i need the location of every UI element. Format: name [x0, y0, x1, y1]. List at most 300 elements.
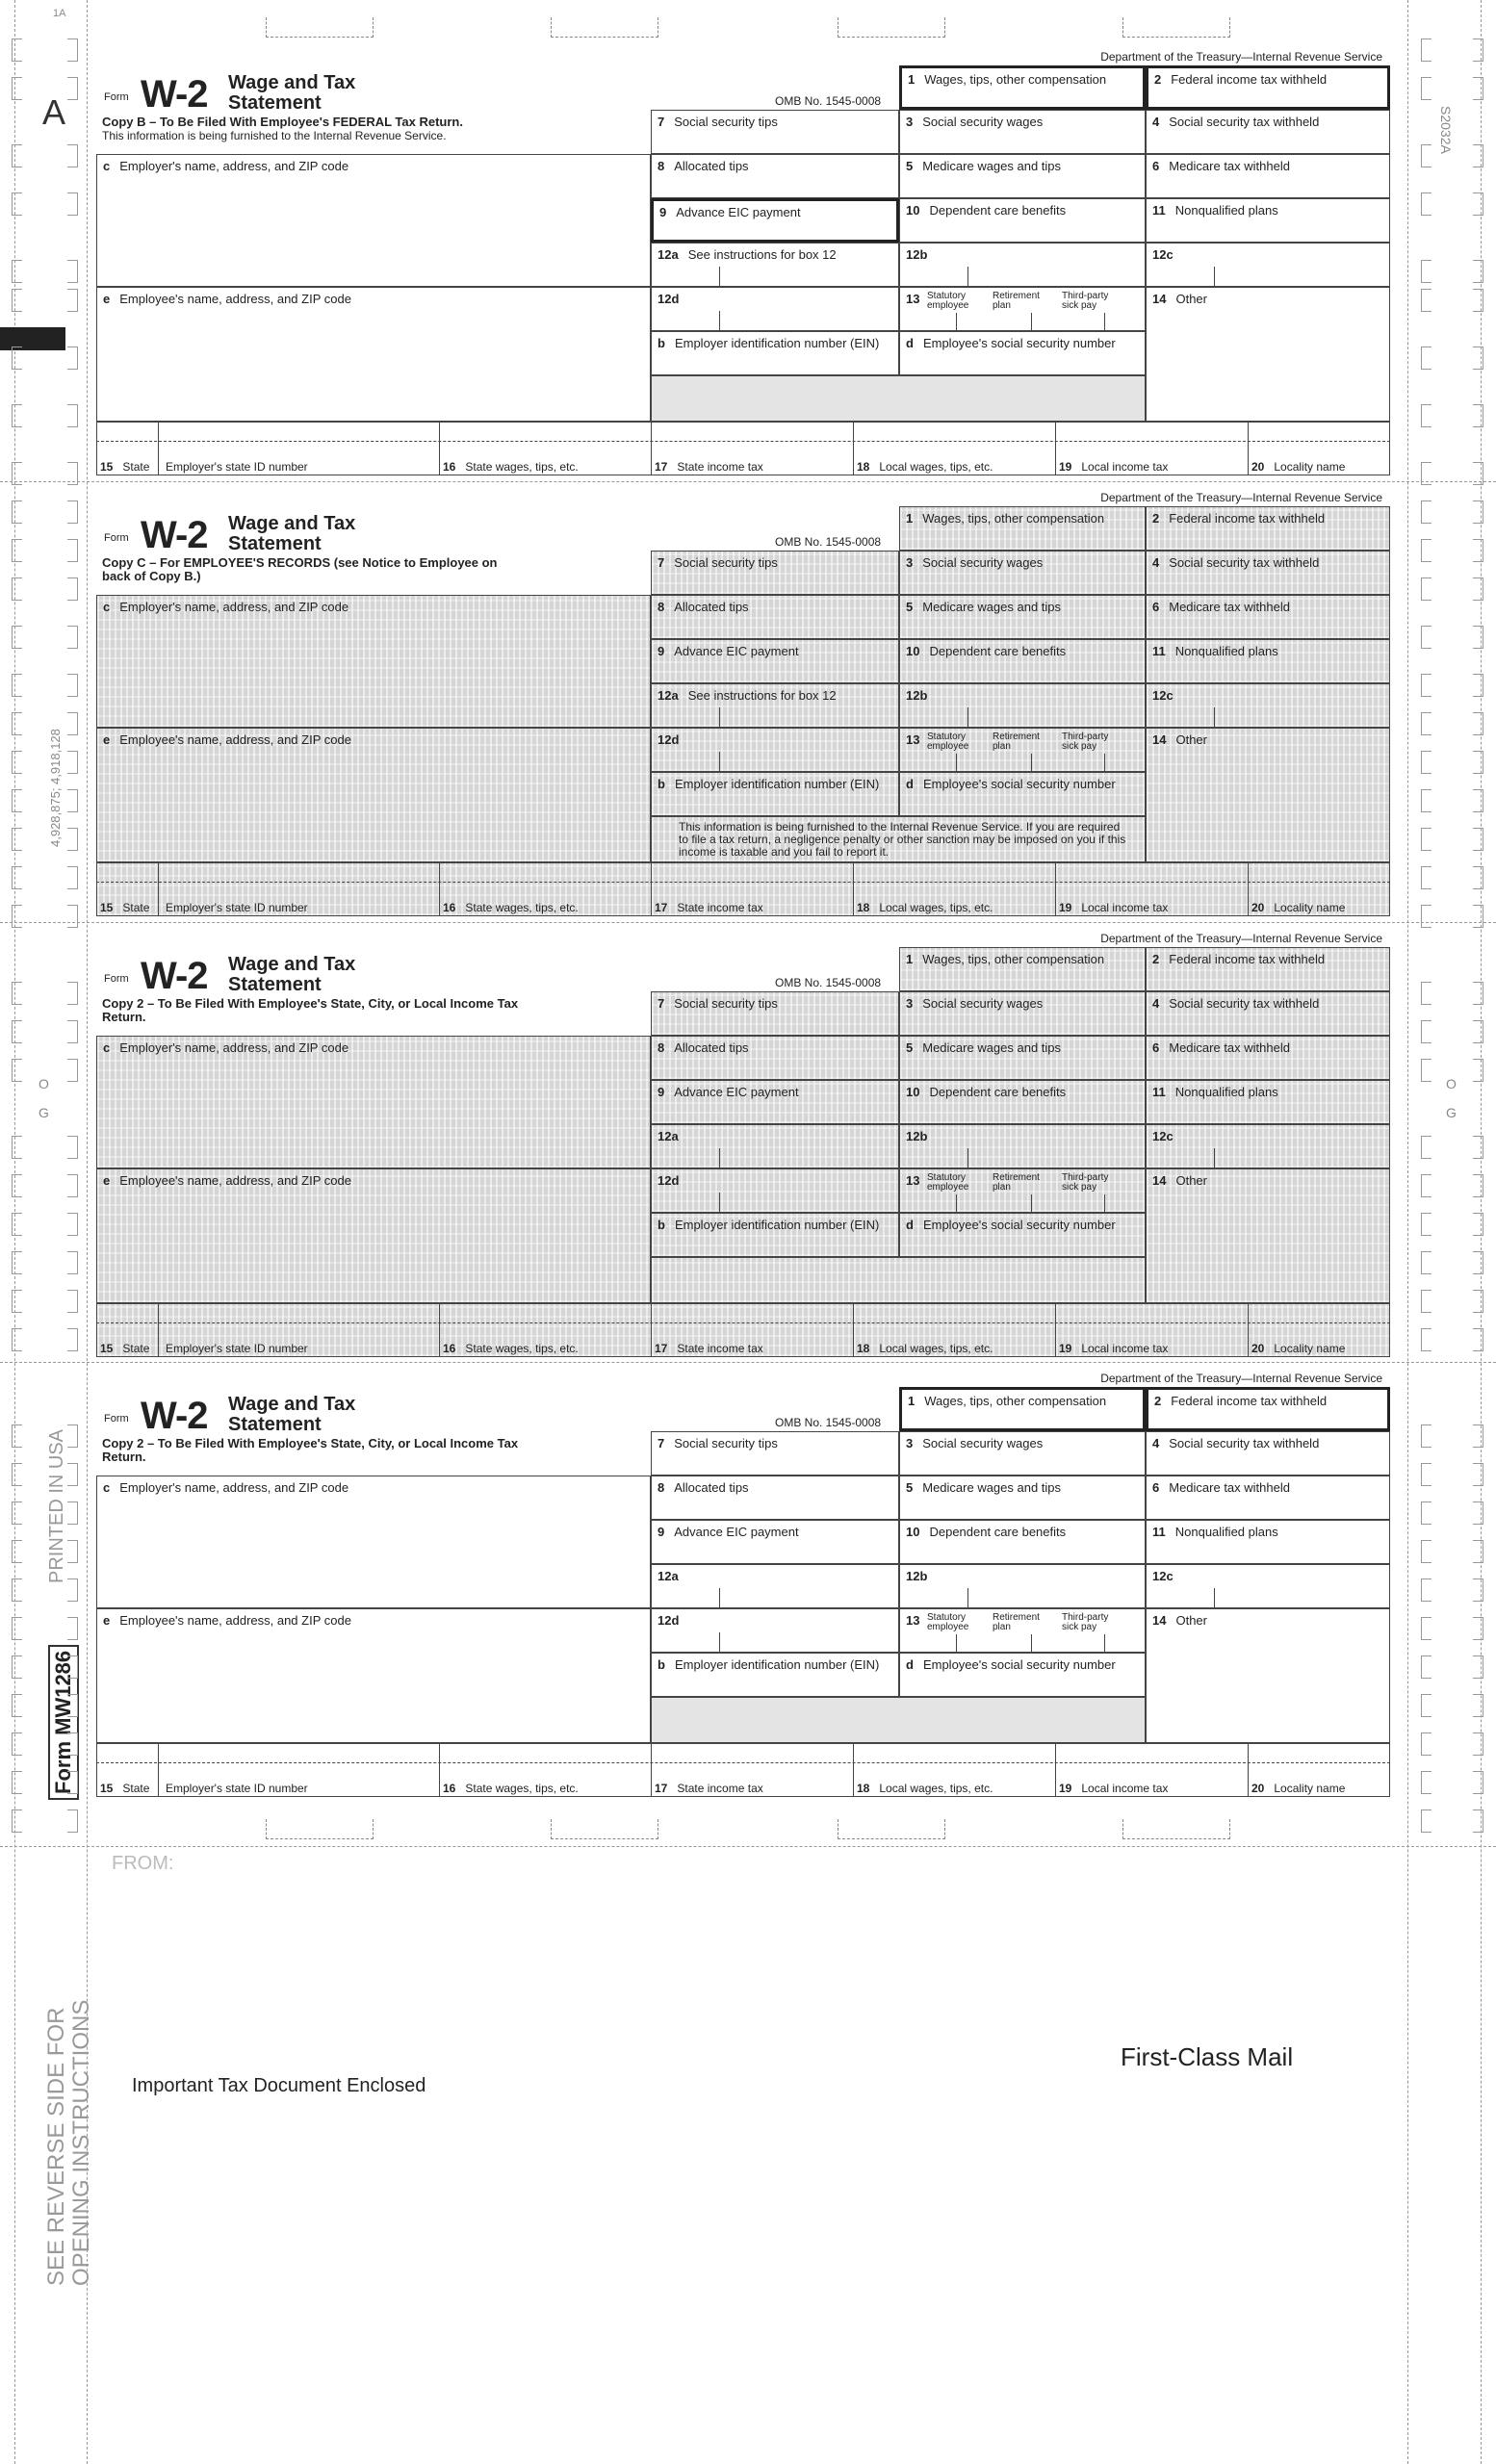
margin-bracket [1421, 982, 1432, 1005]
margin-bracket [67, 346, 78, 370]
form-code: Form MW1286 [48, 1645, 79, 1800]
form-word: Form [104, 973, 129, 985]
fold-line [0, 1846, 1496, 1847]
corner-tag: 1A [53, 8, 66, 19]
margin-bracket [12, 712, 22, 735]
box-13-checkboxes[interactable]: 13 Statutory employee Retirement plan Third-party sick pay [899, 728, 1146, 772]
margin-bracket [67, 1578, 78, 1602]
box-15-state[interactable]: 15 State [100, 1782, 150, 1795]
box-3-ss-wages[interactable]: 3 Social security wages [899, 110, 1146, 154]
box-15-state-id[interactable]: Employer's state ID number [166, 1342, 308, 1355]
w2-title: W-2 [141, 955, 208, 997]
third-party-sick-pay-label: Third-party sick pay [1062, 732, 1109, 752]
margin-bracket [67, 789, 78, 812]
statutory-employee-label: Statutory employee [927, 732, 969, 752]
box-12c[interactable]: 12c [1146, 683, 1390, 728]
box-7-ss-tips[interactable]: 7 Social security tips [651, 110, 899, 154]
margin-bracket [1421, 404, 1432, 427]
notice-area [651, 816, 1146, 862]
margin-bracket [1421, 626, 1432, 649]
margin-bracket [67, 1136, 78, 1159]
box-6-medicare-tax[interactable]: 6 Medicare tax withheld [1146, 1476, 1390, 1520]
margin-bracket [67, 404, 78, 427]
margin-bracket [67, 539, 78, 562]
margin-bracket [12, 1328, 22, 1351]
margin-bracket [1421, 1290, 1432, 1313]
box-16-state-wages[interactable]: 16 State wages, tips, etc. [443, 1342, 579, 1355]
margin-bracket [1421, 1656, 1432, 1679]
form-name: Wage and Tax Statement [228, 1394, 356, 1435]
margin-bracket [12, 539, 22, 562]
form-word: Form [104, 1413, 129, 1424]
box-14-other[interactable]: 14 Other [1146, 728, 1390, 862]
margin-bracket [1473, 1213, 1483, 1236]
box-10-dependent-care[interactable]: 10 Dependent care benefits [899, 639, 1146, 683]
margin-bracket [1473, 260, 1483, 283]
box-9-advance-eic[interactable]: 9 Advance EIC payment [651, 639, 899, 683]
box-12d[interactable]: 12d [651, 1608, 899, 1653]
box-9-advance-eic[interactable]: 9 Advance EIC payment [651, 1520, 899, 1564]
margin-bracket [1421, 192, 1432, 216]
department-line: Department of the Treasury—Internal Revenue Service [1100, 1372, 1382, 1385]
box-e-employee[interactable]: e Employee's name, address, and ZIP code [96, 1168, 651, 1303]
copy-designation: Copy 2 – To Be Filed With Employee's State, City, or Local Income Tax Return. [102, 996, 519, 1024]
retirement-plan-label: Retirement plan [993, 732, 1040, 752]
box-d-ssn[interactable]: d Employee's social security number [899, 1653, 1146, 1697]
margin-bracket [67, 1020, 78, 1043]
box-11-nonqualified[interactable]: 11 Nonqualified plans [1146, 198, 1390, 243]
box-12b[interactable]: 12b [899, 1124, 1146, 1168]
form-name: Wage and Tax Statement [228, 513, 356, 554]
box-17-state-tax[interactable]: 17 State income tax [655, 901, 763, 914]
copy-subtext: This information is being furnished to the Internal Revenue Service. [102, 129, 447, 142]
margin-bracket [1473, 866, 1483, 889]
margin-bracket [1473, 1617, 1483, 1640]
margin-bracket [1473, 539, 1483, 562]
margin-bracket [1473, 1694, 1483, 1717]
box-15-state-id[interactable]: Employer's state ID number [166, 460, 308, 474]
box-20-locality[interactable]: 20 Locality name [1251, 460, 1346, 474]
margin-bracket [1473, 1810, 1483, 1833]
box-16-state-wages[interactable]: 16 State wages, tips, etc. [443, 1782, 579, 1795]
notice-area [651, 1257, 1146, 1303]
margin-bracket [1473, 1251, 1483, 1274]
box-1-wages[interactable]: 1 Wages, tips, other compensation [899, 1387, 1146, 1431]
margin-bracket [1473, 1290, 1483, 1313]
from-label: FROM: [112, 1853, 174, 1874]
statutory-employee-label: Statutory employee [927, 1172, 969, 1193]
margin-bracket [1421, 828, 1432, 851]
department-line: Department of the Treasury—Internal Revenue Service [1100, 491, 1382, 504]
box-12d[interactable]: 12d [651, 1168, 899, 1213]
margin-bracket [1421, 789, 1432, 812]
box-17-state-tax[interactable]: 17 State income tax [655, 1342, 763, 1355]
margin-bracket [12, 866, 22, 889]
box-5-medicare-wages[interactable]: 5 Medicare wages and tips [899, 1036, 1146, 1080]
margin-bracket [1473, 626, 1483, 649]
margin-bracket [12, 1617, 22, 1640]
box-14-other[interactable]: 14 Other [1146, 1168, 1390, 1303]
margin-bracket [67, 462, 78, 485]
margin-bracket [12, 1810, 22, 1833]
omb-number: OMB No. 1545-0008 [775, 976, 882, 989]
margin-bracket [12, 1732, 22, 1756]
box-19-local-tax[interactable]: 19 Local income tax [1059, 1782, 1169, 1795]
margin-bracket [1421, 1213, 1432, 1236]
margin-bracket [67, 626, 78, 649]
box-5-medicare-wages[interactable]: 5 Medicare wages and tips [899, 595, 1146, 639]
margin-bracket [12, 626, 22, 649]
copy-letter: A [42, 92, 66, 132]
first-class-mail: First-Class Mail [1121, 2042, 1294, 2071]
margin-bracket [67, 1424, 78, 1448]
statutory-employee-label: Statutory employee [927, 1612, 969, 1632]
margin-bracket [1421, 1020, 1432, 1043]
box-2-federal-tax[interactable]: 2 Federal income tax withheld [1146, 65, 1390, 110]
box-7-ss-tips[interactable]: 7 Social security tips [651, 551, 899, 595]
margin-bracket [1473, 828, 1483, 851]
margin-bracket [1473, 1059, 1483, 1082]
box-12d[interactable]: 12d [651, 287, 899, 331]
margin-bracket [1473, 578, 1483, 601]
box-19-local-tax[interactable]: 19 Local income tax [1059, 460, 1169, 474]
box-1-wages[interactable]: 1 Wages, tips, other compensation [899, 65, 1146, 110]
margin-bracket [67, 1174, 78, 1197]
form-word: Form [104, 91, 129, 103]
box-7-ss-tips[interactable]: 7 Social security tips [651, 991, 899, 1036]
margin-bracket [67, 1328, 78, 1351]
box-12b[interactable]: 12b [899, 1564, 1146, 1608]
box-15-state[interactable]: 15 State [100, 460, 150, 474]
box-c-employer[interactable]: c Employer's name, address, and ZIP code [96, 154, 651, 287]
see-reverse-instructions: SEE REVERSE SIDE FOR OPENING INSTRUCTIONS [43, 1999, 94, 2286]
box-6-medicare-tax[interactable]: 6 Medicare tax withheld [1146, 1036, 1390, 1080]
margin-bracket [1421, 1694, 1432, 1717]
box-4-ss-tax[interactable]: 4 Social security tax withheld [1146, 551, 1390, 595]
third-party-sick-pay-label: Third-party sick pay [1062, 291, 1109, 311]
margin-bracket [12, 1059, 22, 1082]
box-18-local-wages[interactable]: 18 Local wages, tips, etc. [857, 901, 993, 914]
box-11-nonqualified[interactable]: 11 Nonqualified plans [1146, 639, 1390, 683]
box-d-ssn[interactable]: d Employee's social security number [899, 772, 1146, 816]
box-13-checkboxes[interactable]: 13 Statutory employee Retirement plan Third-party sick pay [899, 1168, 1146, 1213]
box-15-state[interactable]: 15 State [100, 901, 150, 914]
margin-bracket [1421, 1540, 1432, 1563]
margin-bracket [1473, 982, 1483, 1005]
box-12b[interactable]: 12b [899, 243, 1146, 287]
margin-bracket [67, 1694, 78, 1717]
box-c-employer[interactable]: c Employer's name, address, and ZIP code [96, 1476, 651, 1608]
margin-bracket [12, 500, 22, 524]
margin-bracket [12, 1540, 22, 1563]
margin-bracket [67, 1810, 78, 1833]
margin-bracket [1473, 751, 1483, 774]
margin-bracket [67, 712, 78, 735]
box-14-other[interactable]: 14 Other [1146, 287, 1390, 422]
margin-bracket [1421, 866, 1432, 889]
margin-bracket [1473, 789, 1483, 812]
box-8-allocated-tips[interactable]: 8 Allocated tips [651, 1476, 899, 1520]
margin-bracket [1421, 674, 1432, 697]
box-15-state[interactable]: 15 State [100, 1342, 150, 1355]
margin-bracket [12, 578, 22, 601]
margin-bracket [1421, 1771, 1432, 1794]
margin-bracket [1421, 712, 1432, 735]
margin-bracket [67, 751, 78, 774]
box-e-employee[interactable]: e Employee's name, address, and ZIP code [96, 1608, 651, 1743]
box-5-medicare-wages[interactable]: 5 Medicare wages and tips [899, 154, 1146, 198]
box-4-ss-tax[interactable]: 4 Social security tax withheld [1146, 110, 1390, 154]
margin-bracket [12, 905, 22, 928]
w2-form-copy-3 [96, 932, 1390, 1390]
margin-bracket [12, 1463, 22, 1486]
box-d-ssn[interactable]: d Employee's social security number [899, 331, 1146, 375]
box-16-state-wages[interactable]: 16 State wages, tips, etc. [443, 901, 579, 914]
margin-bracket [1473, 462, 1483, 485]
margin-bracket [67, 38, 78, 62]
registration-bar [0, 327, 65, 350]
margin-bracket [12, 674, 22, 697]
margin-bracket [67, 866, 78, 889]
margin-bracket [67, 1502, 78, 1525]
box-18-local-wages[interactable]: 18 Local wages, tips, etc. [857, 1782, 993, 1795]
box-c-employer[interactable]: c Employer's name, address, and ZIP code [96, 1036, 651, 1168]
margin-bracket [1473, 1424, 1483, 1448]
box-3-ss-wages[interactable]: 3 Social security wages [899, 1431, 1146, 1476]
o-mark-right: O [1446, 1076, 1457, 1091]
box-b-ein[interactable]: b Employer identification number (EIN) [651, 331, 899, 375]
margin-bracket [12, 828, 22, 851]
box-11-nonqualified[interactable]: 11 Nonqualified plans [1146, 1520, 1390, 1564]
margin-bracket [1473, 1328, 1483, 1351]
box-b-ein[interactable]: b Employer identification number (EIN) [651, 1653, 899, 1697]
margin-bracket [12, 192, 22, 216]
box-19-local-tax[interactable]: 19 Local income tax [1059, 1342, 1169, 1355]
form-word: Form [104, 532, 129, 544]
box-2-federal-tax[interactable]: 2 Federal income tax withheld [1146, 947, 1390, 991]
box-e-employee[interactable]: e Employee's name, address, and ZIP code [96, 287, 651, 422]
important-notice: Important Tax Document Enclosed [132, 2075, 426, 2096]
box-20-locality[interactable]: 20 Locality name [1251, 1782, 1346, 1795]
margin-bracket [1473, 1732, 1483, 1756]
margin-bracket [1473, 1656, 1483, 1679]
margin-bracket [1473, 1578, 1483, 1602]
margin-bracket [67, 500, 78, 524]
box-18-local-wages[interactable]: 18 Local wages, tips, etc. [857, 1342, 993, 1355]
margin-bracket [1421, 462, 1432, 485]
margin-bracket [1421, 539, 1432, 562]
box-b-ein[interactable]: b Employer identification number (EIN) [651, 1213, 899, 1257]
margin-bracket [67, 828, 78, 851]
margin-bracket [12, 1578, 22, 1602]
margin-bracket [12, 1656, 22, 1679]
box-7-ss-tips[interactable]: 7 Social security tips [651, 1431, 899, 1476]
patent-numbers: 4,928,875; 4,918,128 [48, 729, 63, 847]
w2-title: W-2 [141, 73, 208, 116]
box-18-local-wages[interactable]: 18 Local wages, tips, etc. [857, 460, 993, 474]
box-10-dependent-care[interactable]: 10 Dependent care benefits [899, 1080, 1146, 1124]
box-12a[interactable]: 12a See instructions for box 12 [651, 683, 899, 728]
box-b-ein[interactable]: b Employer identification number (EIN) [651, 772, 899, 816]
box-12a[interactable]: 12a [651, 1564, 899, 1608]
margin-bracket [67, 1251, 78, 1274]
box-12c[interactable]: 12c [1146, 243, 1390, 287]
margin-bracket [1473, 346, 1483, 370]
margin-bracket [1473, 38, 1483, 62]
box-2-federal-tax[interactable]: 2 Federal income tax withheld [1146, 1387, 1390, 1431]
o-mark-left: O [39, 1076, 49, 1091]
margin-bracket [1473, 712, 1483, 735]
box-12c[interactable]: 12c [1146, 1124, 1390, 1168]
third-party-sick-pay-label: Third-party sick pay [1062, 1612, 1109, 1632]
margin-bracket [12, 789, 22, 812]
box-6-medicare-tax[interactable]: 6 Medicare tax withheld [1146, 154, 1390, 198]
box-15-state-id[interactable]: Employer's state ID number [166, 901, 308, 914]
margin-bracket [12, 462, 22, 485]
margin-bracket [67, 289, 78, 312]
box-12b[interactable]: 12b [899, 683, 1146, 728]
margin-bracket [12, 1136, 22, 1159]
box-8-allocated-tips[interactable]: 8 Allocated tips [651, 1036, 899, 1080]
margin-bracket [1421, 1251, 1432, 1274]
margin-bracket [1473, 404, 1483, 427]
margin-bracket [12, 982, 22, 1005]
box-12a[interactable]: 12a See instructions for box 12 [651, 243, 899, 287]
box-c-employer[interactable]: c Employer's name, address, and ZIP code [96, 595, 651, 728]
g-mark-left: G [39, 1105, 49, 1120]
margin-bracket [1473, 289, 1483, 312]
box-13-checkboxes[interactable]: 13 Statutory employee Retirement plan Third-party sick pay [899, 1608, 1146, 1653]
box-3-ss-wages[interactable]: 3 Social security wages [899, 551, 1146, 595]
side-code: S2032A [1438, 106, 1454, 154]
margin-bracket [67, 144, 78, 167]
omb-number: OMB No. 1545-0008 [775, 1416, 882, 1429]
box-8-allocated-tips[interactable]: 8 Allocated tips [651, 154, 899, 198]
box-8-allocated-tips[interactable]: 8 Allocated tips [651, 595, 899, 639]
margin-bracket [67, 1617, 78, 1640]
margin-bracket [1473, 192, 1483, 216]
margin-bracket [67, 1059, 78, 1082]
box-4-ss-tax[interactable]: 4 Social security tax withheld [1146, 991, 1390, 1036]
margin-bracket [12, 751, 22, 774]
margin-bracket [1421, 346, 1432, 370]
box-20-locality[interactable]: 20 Locality name [1251, 1342, 1346, 1355]
margin-bracket [1421, 144, 1432, 167]
box-4-ss-tax[interactable]: 4 Social security tax withheld [1146, 1431, 1390, 1476]
box-14-other[interactable]: 14 Other [1146, 1608, 1390, 1743]
margin-bracket [67, 905, 78, 928]
margin-bracket [1473, 144, 1483, 167]
margin-bracket [1421, 1617, 1432, 1640]
box-19-local-tax[interactable]: 19 Local income tax [1059, 901, 1169, 914]
retirement-plan-label: Retirement plan [993, 291, 1040, 311]
box-12d[interactable]: 12d [651, 728, 899, 772]
box-17-state-tax[interactable]: 17 State income tax [655, 460, 763, 474]
margin-bracket [67, 674, 78, 697]
margin-bracket [1421, 1732, 1432, 1756]
margin-bracket [67, 982, 78, 1005]
retirement-plan-label: Retirement plan [993, 1612, 1040, 1632]
margin-bracket [1421, 77, 1432, 100]
box-1-wages[interactable]: 1 Wages, tips, other compensation [899, 506, 1146, 551]
margin-bracket [67, 1656, 78, 1679]
box-5-medicare-wages[interactable]: 5 Medicare wages and tips [899, 1476, 1146, 1520]
box-17-state-tax[interactable]: 17 State income tax [655, 1782, 763, 1795]
box-12c[interactable]: 12c [1146, 1564, 1390, 1608]
box-3-ss-wages[interactable]: 3 Social security wages [899, 991, 1146, 1036]
margin-bracket [1421, 1174, 1432, 1197]
notice-text: This information is being furnished to the Internal Revenue Service. If you are required to file a tax return, a negligence penalty or other sanction may be imposed on you if this income is taxable and you fail to report it. [679, 820, 1126, 859]
box-e-employee[interactable]: e Employee's name, address, and ZIP code [96, 728, 651, 862]
printed-in-usa: PRINTED IN USA [46, 1428, 67, 1583]
box-10-dependent-care[interactable]: 10 Dependent care benefits [899, 1520, 1146, 1564]
w2-form-copy-1 [96, 50, 1390, 508]
margin-bracket [67, 1771, 78, 1794]
box-10-dependent-care[interactable]: 10 Dependent care benefits [899, 198, 1146, 243]
margin-bracket [1421, 38, 1432, 62]
margin-bracket [1473, 77, 1483, 100]
box-20-locality[interactable]: 20 Locality name [1251, 901, 1346, 914]
margin-bracket [1473, 1174, 1483, 1197]
box-12a[interactable]: 12a [651, 1124, 899, 1168]
box-9-advance-eic[interactable]: 9 Advance EIC payment [651, 198, 899, 243]
box-15-state-id[interactable]: Employer's state ID number [166, 1782, 308, 1795]
margin-bracket [1421, 1328, 1432, 1351]
omb-number: OMB No. 1545-0008 [775, 94, 882, 108]
margin-bracket [12, 1174, 22, 1197]
form-name: Wage and Tax Statement [228, 72, 356, 114]
box-13-checkboxes[interactable]: 13 Statutory employee Retirement plan Third-party sick pay [899, 287, 1146, 331]
margin-bracket [1421, 1810, 1432, 1833]
margin-bracket [1473, 674, 1483, 697]
margin-bracket [1473, 1771, 1483, 1794]
margin-bracket [12, 1424, 22, 1448]
margin-bracket [1473, 905, 1483, 928]
margin-bracket [12, 346, 22, 370]
right-perforation-inner [1407, 0, 1408, 2464]
notice-area [651, 1697, 1146, 1743]
third-party-sick-pay-label: Third-party sick pay [1062, 1172, 1109, 1193]
w2-title: W-2 [141, 1395, 208, 1437]
box-11-nonqualified[interactable]: 11 Nonqualified plans [1146, 1080, 1390, 1124]
g-mark-right: G [1446, 1105, 1457, 1120]
box-1-wages[interactable]: 1 Wages, tips, other compensation [899, 947, 1146, 991]
margin-bracket [1421, 1424, 1432, 1448]
margin-bracket [1421, 260, 1432, 283]
margin-bracket [12, 1251, 22, 1274]
box-2-federal-tax[interactable]: 2 Federal income tax withheld [1146, 506, 1390, 551]
margin-bracket [12, 404, 22, 427]
box-9-advance-eic[interactable]: 9 Advance EIC payment [651, 1080, 899, 1124]
margin-bracket [1421, 751, 1432, 774]
margin-bracket [12, 1290, 22, 1313]
margin-bracket [1473, 500, 1483, 524]
margin-bracket [1473, 1020, 1483, 1043]
notice-area [651, 375, 1146, 422]
margin-bracket [12, 1020, 22, 1043]
margin-bracket [1421, 1502, 1432, 1525]
margin-bracket [12, 77, 22, 100]
margin-bracket [12, 1694, 22, 1717]
copy-designation: Copy B – To Be Filed With Employee's FEDERAL Tax Return. [102, 115, 463, 129]
margin-bracket [1473, 1136, 1483, 1159]
margin-bracket [1473, 1502, 1483, 1525]
margin-bracket [1473, 1463, 1483, 1486]
box-d-ssn[interactable]: d Employee's social security number [899, 1213, 1146, 1257]
margin-bracket [67, 1540, 78, 1563]
box-16-state-wages[interactable]: 16 State wages, tips, etc. [443, 460, 579, 474]
box-6-medicare-tax[interactable]: 6 Medicare tax withheld [1146, 595, 1390, 639]
